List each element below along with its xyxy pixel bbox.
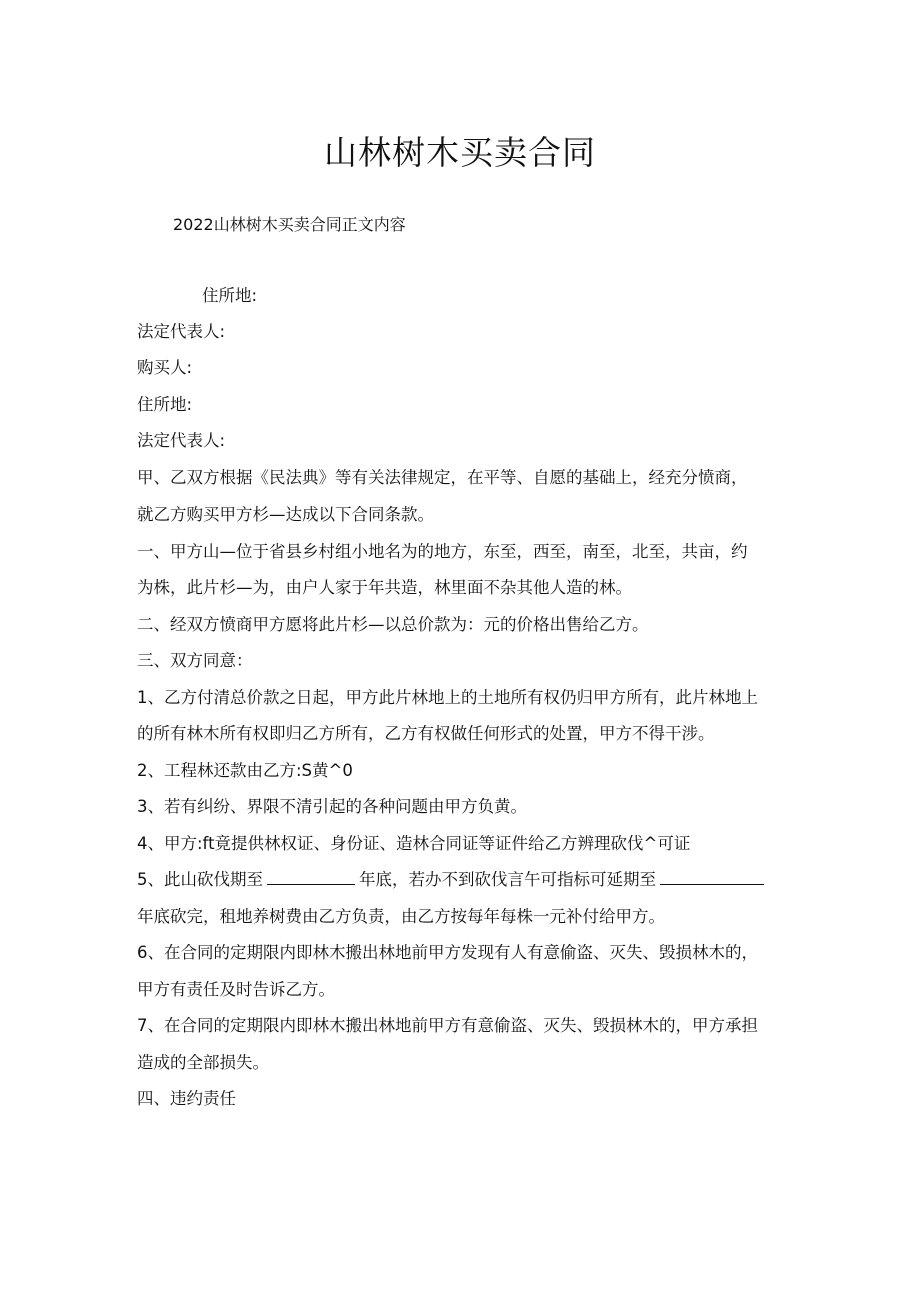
clause-4-heading: 四、违约责任 bbox=[137, 1089, 236, 1108]
clause-1-line-1: 一、甲方山—位于省县乡村组小地名为的地方，东至，西至，南至，北至，共亩，约 bbox=[137, 542, 748, 561]
buyer-label: 购买人: bbox=[137, 358, 193, 377]
clause-1-line-2: 为株，此片杉—为，由户人家于年共造，林里面不杂其他人造的林。 bbox=[137, 578, 632, 597]
preamble-line-2: 就乙方购买甲方杉—达成以下合同条款。 bbox=[137, 505, 434, 524]
clause-3-6-line-1: 6、在合同的定期限内即林木搬出林地前甲方发现有人有意偷盗、灭失、毁损林木的， bbox=[137, 943, 758, 962]
clause-3-7-line-1: 7、在合同的定期限内即林木搬出林地前甲方有意偷盗、灭失、毁损林木的，甲方承担 bbox=[137, 1016, 758, 1035]
extension-deadline-blank bbox=[660, 868, 764, 885]
clause-3-3: 3、若有纠纷、界限不清引起的各种问题由甲方负黄。 bbox=[137, 797, 527, 816]
clause-3-5-part-2: 年底，若办不到砍伐言午可指标可延期至 bbox=[359, 870, 656, 889]
preamble-line-1: 甲、乙双方根据《民法典》等有关法律规定，在平等、自愿的基础上，经充分愤商， bbox=[137, 468, 748, 487]
clause-3-5-line-1 bbox=[137, 868, 768, 892]
clause-3-1-line-2: 的所有林木所有权即归乙方所有，乙方有权做任何形式的处置，甲方不得干涉。 bbox=[137, 724, 715, 743]
buyer-representative-label: 法定代表人: bbox=[137, 431, 226, 450]
clause-3-1-line-1: 1、乙方付清总价款之日起，甲方此片林地上的土地所有权仍归甲方所有，此片林地上 bbox=[137, 688, 758, 707]
clause-3-7-line-2: 造成的全部损失。 bbox=[137, 1053, 269, 1072]
clause-3-4: 4、甲方:ft竟提供林权证、身份证、造林合同证等证件给乙方辨理砍伐^可证 bbox=[137, 834, 691, 853]
party-a-address-label: 住所地: bbox=[202, 286, 258, 305]
document-subtitle: 2022山林树木买卖合同正文内容 bbox=[173, 215, 406, 234]
party-a-representative-label: 法定代表人: bbox=[137, 322, 226, 341]
clause-3-6-line-2: 甲方有责任及时告诉乙方。 bbox=[137, 980, 335, 999]
cutting-deadline-blank bbox=[267, 868, 355, 885]
buyer-address-label: 住所地: bbox=[137, 395, 193, 414]
clause-2: 二、经双方愤商甲方愿将此片杉—以总价款为：元的价格出售给乙方。 bbox=[137, 615, 649, 634]
clause-3-5-line-2: 年底砍完，租地养树费由乙方负责，由乙方按每年每株一元补付给甲方。 bbox=[137, 907, 665, 926]
clause-3-5-part-1: 5、此山砍伐期至 bbox=[137, 870, 263, 889]
clause-3-2: 2、工程林还款由乙方:S黄^0 bbox=[137, 761, 353, 780]
clause-3-heading: 三、双方同意： bbox=[137, 651, 253, 670]
document-title: 山林树木买卖合同 bbox=[324, 133, 596, 172]
